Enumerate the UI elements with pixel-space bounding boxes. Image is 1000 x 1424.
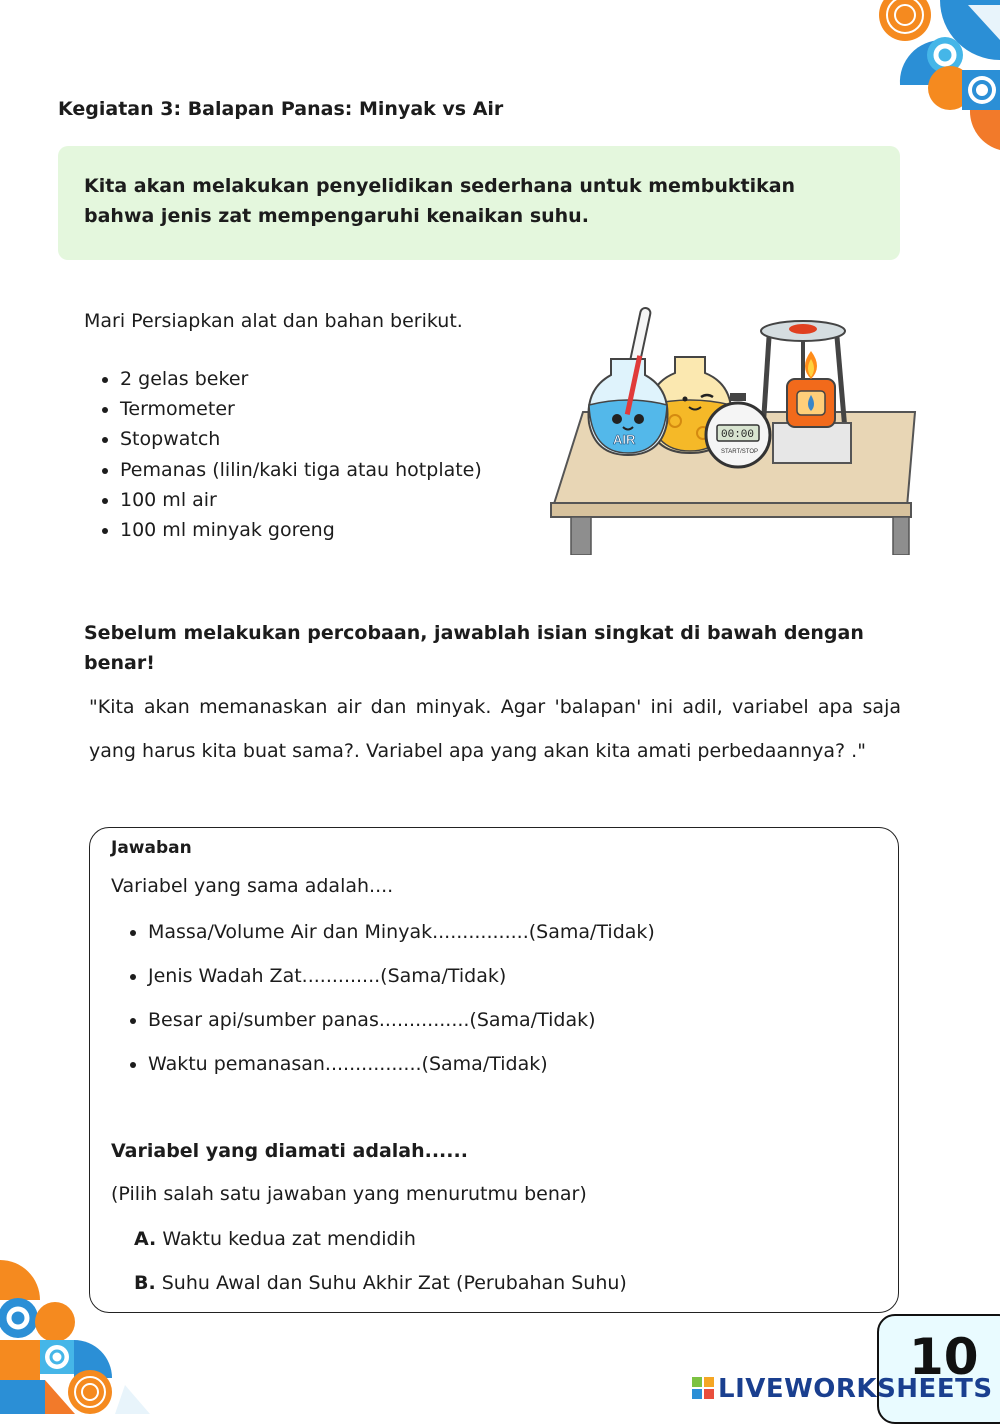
stopwatch-display: 00:00 bbox=[721, 429, 755, 441]
observed-variable-hint: (Pilih salah satu jawaban yang menurutmu benar) bbox=[111, 1183, 587, 1205]
option-a-text: Waktu kedua zat mendidih bbox=[162, 1228, 416, 1250]
page-number-box bbox=[877, 1314, 1000, 1424]
option-b[interactable] bbox=[134, 1272, 627, 1294]
preparation-heading: Mari Persiapkan alat dan bahan berikut. bbox=[84, 310, 463, 332]
answer-label: Jawaban bbox=[111, 838, 192, 858]
material-item: • 2 gelas beker bbox=[120, 364, 482, 394]
beaker-label: AIR bbox=[613, 432, 636, 447]
page-number: 10 bbox=[909, 1328, 979, 1386]
liveworksheets-logo-icon bbox=[692, 1377, 714, 1399]
liveworksheets-logo[interactable] bbox=[692, 1374, 993, 1404]
intro-text: Kita akan melakukan penyelidikan sederhana untuk membuktikan bahwa jenis zat mempengaruhi kenaikan suhu. bbox=[84, 175, 796, 227]
tripod-burner-image bbox=[761, 321, 851, 463]
water-flask-image bbox=[588, 307, 667, 455]
material-item: • Pemanas (lilin/kaki tiga atau hotplate) bbox=[120, 455, 482, 485]
corner-decoration-top-right bbox=[850, 0, 1000, 150]
question-heading: Sebelum melakukan percobaan, jawablah isian singkat di bawah dengan benar! bbox=[84, 622, 864, 674]
activity-title: Kegiatan 3: Balapan Panas: Minyak vs Air bbox=[58, 98, 504, 120]
intro-box bbox=[58, 146, 900, 260]
material-item: • 100 ml minyak goreng bbox=[120, 515, 482, 545]
option-b-text: Suhu Awal dan Suhu Akhir Zat (Perubahan Suhu) bbox=[161, 1272, 627, 1294]
liveworksheets-brand: LIVEWORKSHEETS bbox=[718, 1374, 993, 1404]
material-item: • Termometer bbox=[120, 394, 482, 424]
stopwatch-label: START/STOP bbox=[721, 449, 759, 455]
option-a[interactable] bbox=[134, 1228, 416, 1250]
material-item: • Stopwatch bbox=[120, 424, 482, 454]
question-text: "Kita akan memanaskan air dan minyak. Agar 'balapan' ini adil, variabel apa saja yang harus kita buat sama?. Variabel apa yang akan kita amati perbedaannya? ." bbox=[89, 696, 901, 762]
same-variable-item[interactable]: • Jenis Wadah Zat.............(Sama/Tidak) bbox=[148, 954, 655, 998]
material-item: • 100 ml air bbox=[120, 485, 482, 515]
option-b-letter: B. bbox=[134, 1272, 156, 1294]
same-variables-intro: Variabel yang sama adalah.... bbox=[111, 875, 394, 897]
same-variable-item[interactable]: • Waktu pemanasan................(Sama/Tidak) bbox=[148, 1042, 655, 1086]
same-variable-item[interactable]: • Massa/Volume Air dan Minyak................(Sama/Tidak) bbox=[148, 910, 655, 954]
observed-variable-heading: Variabel yang diamati adalah...... bbox=[111, 1140, 468, 1162]
option-a-letter: A. bbox=[134, 1228, 157, 1250]
same-variable-item[interactable]: • Besar api/sumber panas...............(Sama/Tidak) bbox=[148, 998, 655, 1042]
lab-equipment-illustration bbox=[535, 295, 943, 555]
same-variables-list bbox=[112, 910, 655, 1086]
materials-list bbox=[84, 364, 482, 545]
